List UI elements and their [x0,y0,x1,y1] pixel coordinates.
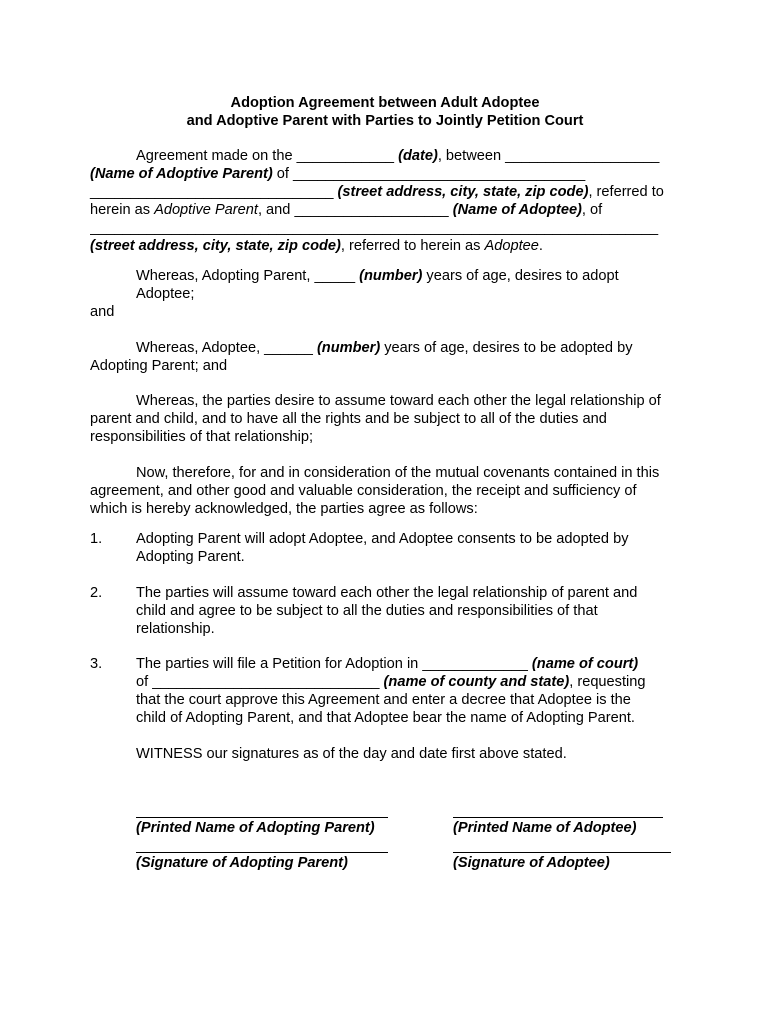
whereas-3-line-3: responsibilities of that relationship; [90,429,314,445]
whereas-2-line-1: Whereas, Adoptee, ______ (number) years of age, desires to be adopted by [136,340,633,356]
parent-signature-line [136,852,388,853]
parent-signature-label: (Signature of Adopting Parent) [136,855,348,871]
title-line-2: and Adoptive Parent with Parties to Jointly Petition Court [186,113,584,129]
opening-line-3: ______________________________ (street address, city, state, zip code), referred to [90,184,664,200]
adoptee-printed-name-line [453,817,663,818]
adoptee-printed-name-label: (Printed Name of Adoptee) [453,820,637,836]
item-3-line-3: that the court approve this Agreement and enter a decree that Adoptee is the [136,692,631,708]
item-3-number: 3. [90,656,103,672]
item-2-line-1: The parties will assume toward each other the legal relationship of parent and [136,585,638,601]
item-2-line-3: relationship. [136,621,215,637]
item-2-line-2: child and agree to be subject to all the duties and responsibilities of that [136,603,598,619]
whereas-2-line-2: Adopting Parent; and [90,358,228,374]
item-2-number: 2. [90,585,103,601]
whereas-1-line-2: Adoptee; [136,286,195,302]
now-therefore-line-2: agreement, and other good and valuable consideration, the receipt and sufficiency of [90,483,637,499]
adoptee-signature-label: (Signature of Adoptee) [453,855,610,871]
witness-statement: WITNESS our signatures as of the day and date first above stated. [136,746,567,762]
item-3-line-1: The parties will file a Petition for Adoption in _____________ (name of court) [136,656,639,672]
parent-printed-name-line [136,817,388,818]
whereas-1-line-1: Whereas, Adopting Parent, _____ (number) years of age, desires to adopt [136,268,619,284]
whereas-3-line-2: parent and child, and to have all the rights and be subject to all of the duties and [90,411,607,427]
now-therefore-line-3: which is hereby acknowledged, the parties agree as follows: [90,501,478,517]
item-3-line-4: child of Adopting Parent, and that Adoptee bear the name of Adopting Parent. [136,710,635,726]
opening-line-2: (Name of Adoptive Parent) of ____________________________________ [90,166,586,182]
title-line-1: Adoption Agreement between Adult Adoptee [230,95,540,111]
adoptee-signature-line [453,852,671,853]
parent-printed-name-label: (Printed Name of Adopting Parent) [136,820,375,836]
now-therefore-line-1: Now, therefore, for and in consideration of the mutual covenants contained in this [136,465,660,481]
opening-line-1: Agreement made on the ____________ (date), between ___________________ [136,148,660,164]
item-1-number: 1. [90,531,103,547]
opening-line-6: (street address, city, state, zip code), referred to herein as Adoptee. [90,238,543,254]
opening-line-5: ______________________________________________________________________ [90,220,659,236]
and-text: and [90,304,115,320]
item-1-line-2: Adopting Parent. [136,549,245,565]
whereas-3-line-1: Whereas, the parties desire to assume toward each other the legal relationship of [136,393,661,409]
opening-line-4: herein as Adoptive Parent, and ___________________ (Name of Adoptee), of [90,202,603,218]
item-1-line-1: Adopting Parent will adopt Adoptee, and Adoptee consents to be adopted by [136,531,629,547]
item-3-line-2: of ____________________________ (name of county and state), requesting [136,674,646,690]
